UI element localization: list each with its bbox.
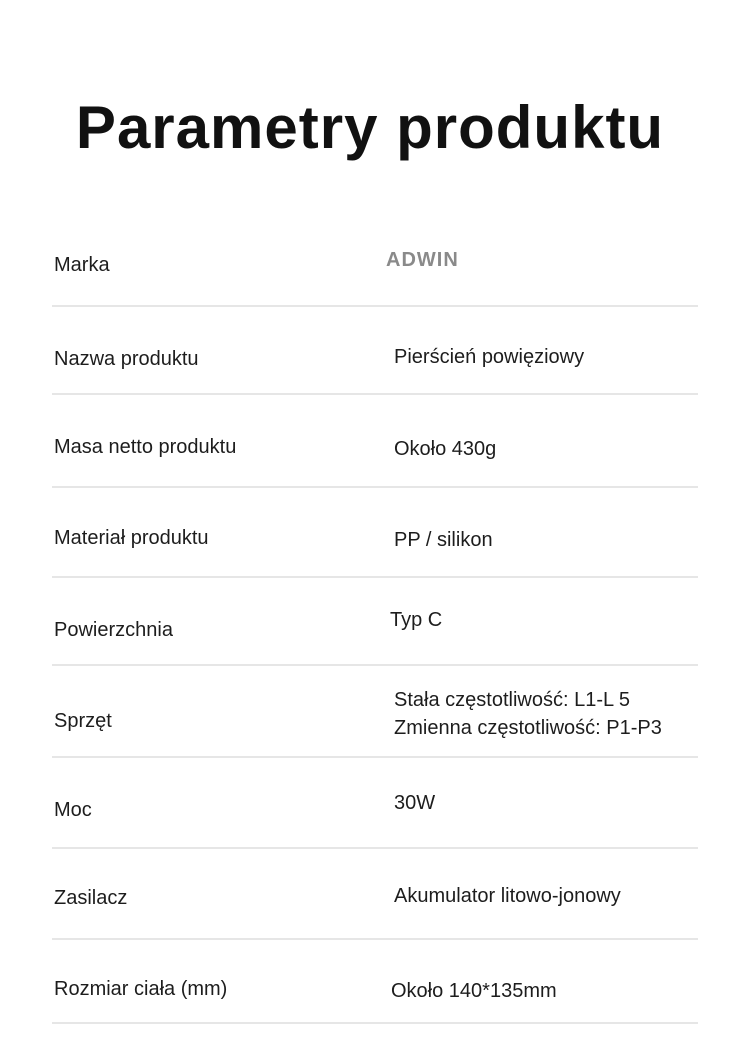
row-divider <box>52 847 698 849</box>
spec-label-body-size: Rozmiar ciała (mm) <box>54 978 228 1000</box>
spec-label-product-name: Nazwa produktu <box>54 348 199 370</box>
spec-value-material: PP / silikon <box>394 529 493 551</box>
row-divider <box>52 486 698 488</box>
spec-value-body-size: Około 140*135mm <box>391 980 557 1002</box>
row-divider <box>52 305 698 307</box>
spec-value-surface: Typ C <box>390 609 443 631</box>
spec-label-power-supply: Zasilacz <box>54 887 128 909</box>
spec-value-power-supply: Akumulator litowo-jonowy <box>394 885 621 907</box>
spec-label-net-weight: Masa netto produktu <box>54 436 237 458</box>
row-divider <box>52 756 698 758</box>
spec-label-surface: Powierzchnia <box>54 619 173 641</box>
spec-label-equipment: Sprzęt <box>54 710 112 732</box>
spec-label-power: Moc <box>54 799 92 821</box>
spec-value-equipment-line: Zmienna częstotliwość: P1-P3 <box>394 717 662 739</box>
spec-value-equipment-line: Stała częstotliwość: L1-L 5 <box>394 689 631 711</box>
row-divider <box>52 664 698 666</box>
spec-value-net-weight: Około 430g <box>394 438 497 460</box>
row-divider <box>52 1022 698 1024</box>
row-divider <box>52 393 698 395</box>
spec-label-material: Materiał produktu <box>54 527 209 549</box>
spec-value-power: 30W <box>394 792 436 814</box>
spec-value-product-name: Pierścień powięziowy <box>394 346 585 368</box>
spec-label-brand: Marka <box>54 254 110 276</box>
row-divider <box>52 938 698 940</box>
spec-value-brand: ADWIN <box>386 249 459 271</box>
page-title: Parametry produktu <box>75 94 665 162</box>
spec-value-equipment <box>394 686 662 742</box>
row-divider <box>52 576 698 578</box>
